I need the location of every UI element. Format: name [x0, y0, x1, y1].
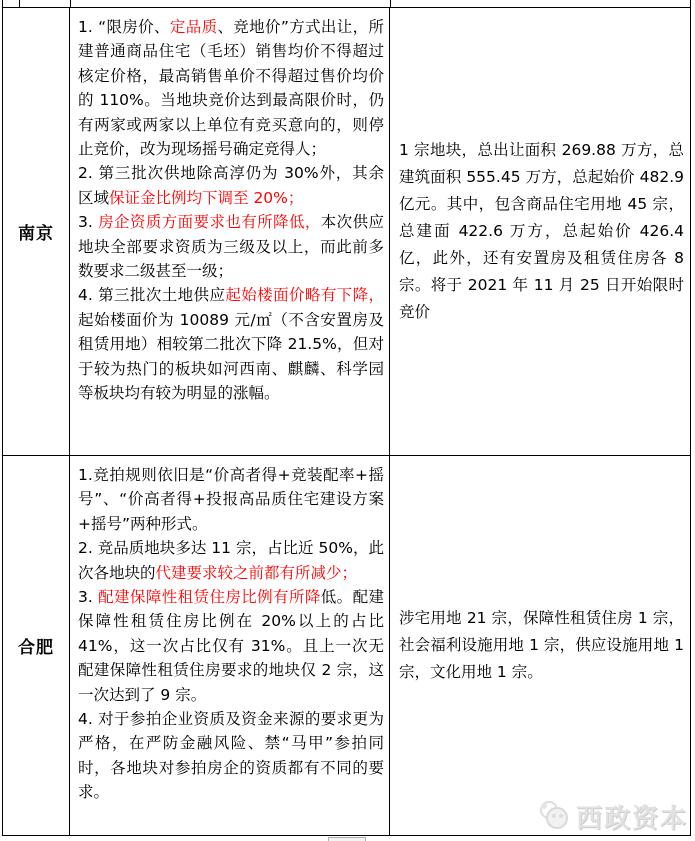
detail-paragraph: [78, 283, 384, 405]
detail-paragraph: [78, 15, 384, 161]
city-label: 南京: [18, 224, 54, 244]
highlighted-text: 代建要求较之前都有所减少；: [155, 563, 358, 582]
highlighted-text: 房企资质方面要求也有所降低，: [98, 213, 321, 232]
table-row: [3, 8, 690, 456]
summary-text: 1 宗地块，总出让面积 269.88 万方，总建筑面积 555.45 万方，总起始价 482.9 亿元。其中，包含商品住宅用地 45 宗，总建面 422.6 万方，总起始价 426.4 亿，此外，还有安置房及租赁住房各 8 宗。将于 2021 年 11 月 25 日开始限时竞价: [399, 141, 684, 321]
table-row: [3, 456, 690, 836]
watermark: [538, 798, 688, 835]
text-segment: 3.: [78, 213, 99, 232]
text-segment: 1. “限房价、: [78, 18, 170, 36]
text-segment: 、竞地价”方式出让，所建普通商品住宅（毛坯）销售均价不得超过核定价格，最高销售单价不得超过售价均价的 110%。当地块竞价达到最高限价时，仍有两家或两家以上单位有竞买意向的，则停止竞价，改为现场摇号确定竞得人；: [78, 18, 384, 159]
highlighted-text: 定品质: [169, 18, 218, 36]
summary-cell: [390, 8, 690, 455]
text-segment: 本次供应地块全部要求资质为三级及以上，而此前多数要求二级甚至一级；: [78, 213, 384, 281]
text-segment: 3.: [78, 588, 99, 607]
detail-paragraph: [78, 707, 384, 805]
table-border-stub: [19, 0, 20, 7]
table-border-stub: [70, 0, 71, 7]
detail-paragraph: [78, 536, 384, 585]
table-rows: [3, 8, 690, 836]
table-border-stub: [390, 0, 391, 7]
detail-paragraph: [78, 161, 384, 210]
text-segment: 2. 第三批次供地除高淳仍为 30%外，其余区域: [78, 164, 384, 207]
text-segment: 2. 竞品质地块多达 11 宗，占比近 50%，此次各地块的: [78, 539, 384, 582]
next-table-remnant: [328, 837, 366, 841]
previous-row-remnant: [3, 0, 690, 8]
city-cell: [3, 456, 70, 835]
text-segment: 起始楼面价为 10089 元/㎡（不含安置房及租赁用地）相较第二批次下降 21.5%，但对于较为热门的板块如河西南、麒麟、科学园等板块均有较为明显的涨幅。: [78, 310, 384, 403]
highlighted-text: 配建保障性租赁住房比例有所降: [98, 588, 321, 607]
detail-paragraph: [78, 210, 384, 283]
summary-text: 涉宅用地 21 宗，保障性租赁住房 1 宗，社会福利设施用地 1 宗，供应设施用地 1 宗，文化用地 1 宗。: [399, 609, 684, 681]
land-auction-table: [2, 0, 691, 836]
detail-cell: [70, 456, 390, 835]
summary-cell: [390, 456, 690, 835]
highlighted-text: 保证金比例均下调至 20%；: [109, 188, 304, 207]
detail-paragraph: [78, 463, 384, 536]
detail-cell: [70, 8, 390, 455]
watermark-text: 西政资本: [575, 804, 688, 834]
city-label: 合肥: [18, 638, 54, 658]
detail-paragraph: [78, 585, 384, 707]
highlighted-text: 起始楼面价略有下降，: [225, 286, 384, 305]
text-segment: 1.竞拍规则依旧是“价高者得+竞装配率+摇号”、“价高者得+投报高品质住宅建设方案+摇号”两种形式。: [78, 466, 384, 533]
text-segment: 4. 第三批次土地供应: [78, 286, 226, 305]
text-segment: 4. 对于参拍企业资质及资金来源的要求更为严格，在严防金融风险、禁“马甲”参拍同时，各地块对参拍房企的资质都有不同的要求。: [78, 710, 384, 802]
xizheng-logo-icon: [538, 800, 571, 834]
city-cell: [3, 8, 70, 455]
text-segment: 低。配建保障性租赁住房比例在 20%以上的占比 41%，这一次占比仅有 31%。且上一次无配建保障性租赁住房要求的地块仅 2 宗，这一次达到了 9 宗。: [78, 588, 384, 704]
